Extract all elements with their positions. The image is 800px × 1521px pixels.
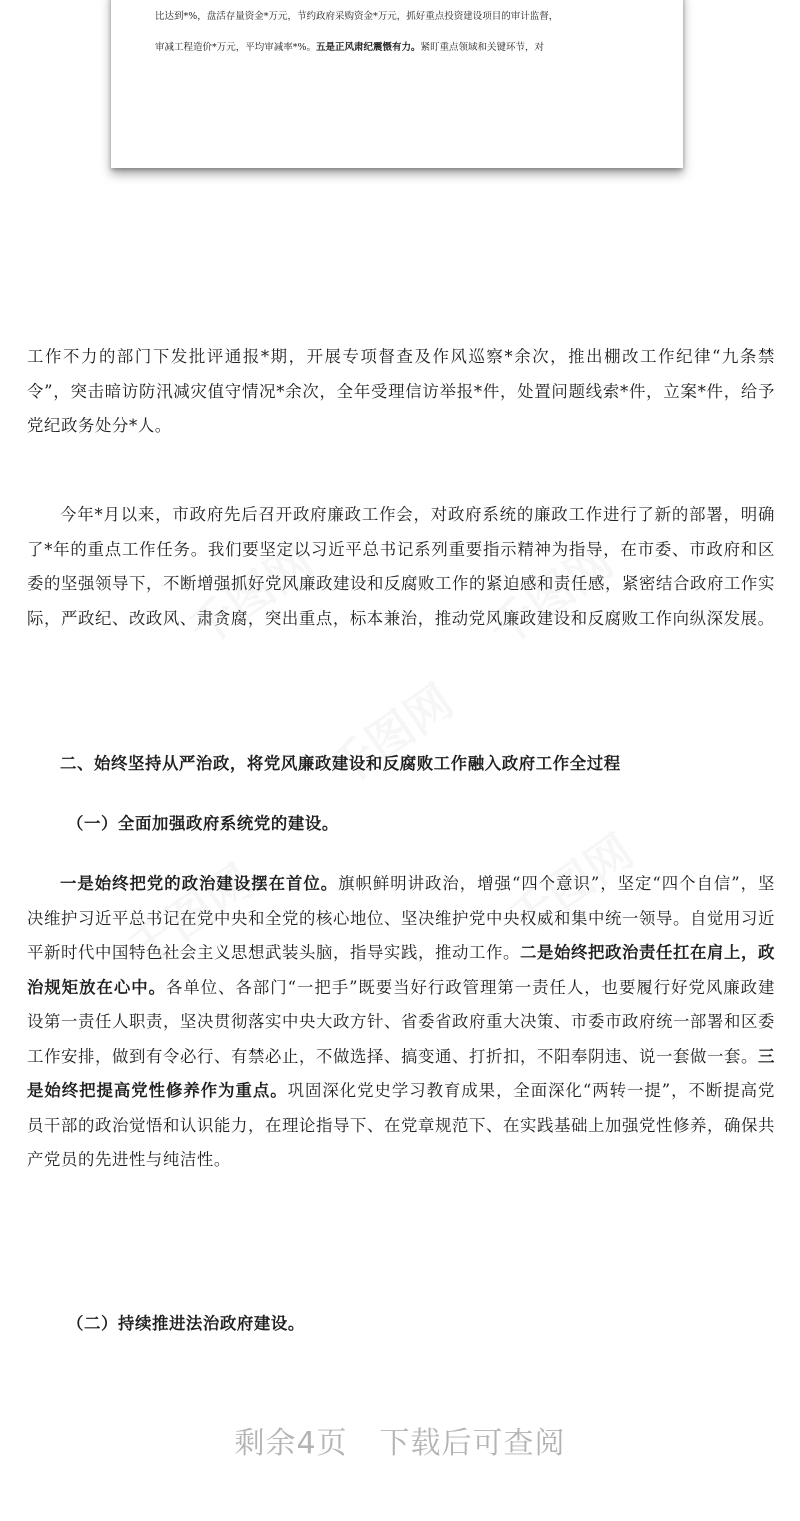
section-heading: 二、始终坚持从严治政，将党风廉政建设和反腐败工作融入政府工作全过程: [60, 754, 621, 773]
paragraph: 今年*月以来，市政府先后召开政府廉政工作会，对政府系统的廉政工作进行了新的部署，明确了*年的重点工作任务。我们要坚定以习近平总书记系列重要指示精神为指导，在市委、市政府和区委的坚强领导下，不断增强抓好党风廉政建设和反腐败工作的紧迫感和责任感，紧密结合政府工作实际，严政纪、改政风、肃贪腐，突出重点，标本兼治，推动党风廉政建设和反腐败工作向纵深发展。: [27, 505, 775, 628]
paragraph: 一是始终把党的政治建设摆在首位。旗帜鲜明讲政治，增强“四个意识”，坚定“四个自信”，坚决维护习近平总书记在党中央和全党的核心地位、坚决维护党中央权威和集中统一领导。自觉用习近平新时代中国特色社会主义思想武装头脑，指导实践，推动工作。二是始终把政治责任扛在肩上，政治规矩放在心中。各单位、各部门“一把手”既要当好行政管理第一责任人，也要履行好党风廉政建设第一责任人职责，坚决贯彻落实中央大政方针、省委省政府重大决策、市委市政府统一部署和区委工作安排，做到有令必行、有禁必止，不做选择、搞变通、打折扣，不阳奉阴违、说一套做一套。三是始终把提高党性修养作为重点。巩固深化党史学习教育成果，全面深化“两转一提”，不断提高党员干部的政治觉悟和认识能力，在理论指导下、在党章规范下、在实践基础上加强党性修养，确保共产党员的先进性与纯洁性。: [27, 874, 776, 1169]
remaining-pages-notice[interactable]: [0, 1418, 800, 1462]
subsection-heading: （二）持续推进法治政府建设。: [67, 1314, 305, 1333]
watermark: [314, 666, 465, 799]
remaining-pages-label: 剩余4页: [234, 1426, 348, 1461]
document-preview-card: [111, 0, 683, 168]
paragraph: 工作不力的部门下发批评通报*期，开展专项督查及作风巡察*余次，推出棚改工作纪律“九条禁令”，突击暗访防汛减灾值守情况*余次，全年受理信访举报*件，处置问题线索*件，立案*件，给予党纪政务处分*人。: [27, 347, 775, 435]
subsection-heading: （一）全面加强政府系统党的建设。: [67, 814, 339, 833]
preview-line: 比达到*%，盘活存量资金*万元，节约政府采购资金*万元，抓好重点投资建设项目的审计监督，: [155, 11, 559, 22]
preview-line: 审减工程造价*万元，平均审减率*%。五是正风肃纪震慑有力。紧盯重点领域和关键环节，对: [155, 42, 545, 53]
download-hint-label: 下载后可查阅: [379, 1426, 566, 1461]
